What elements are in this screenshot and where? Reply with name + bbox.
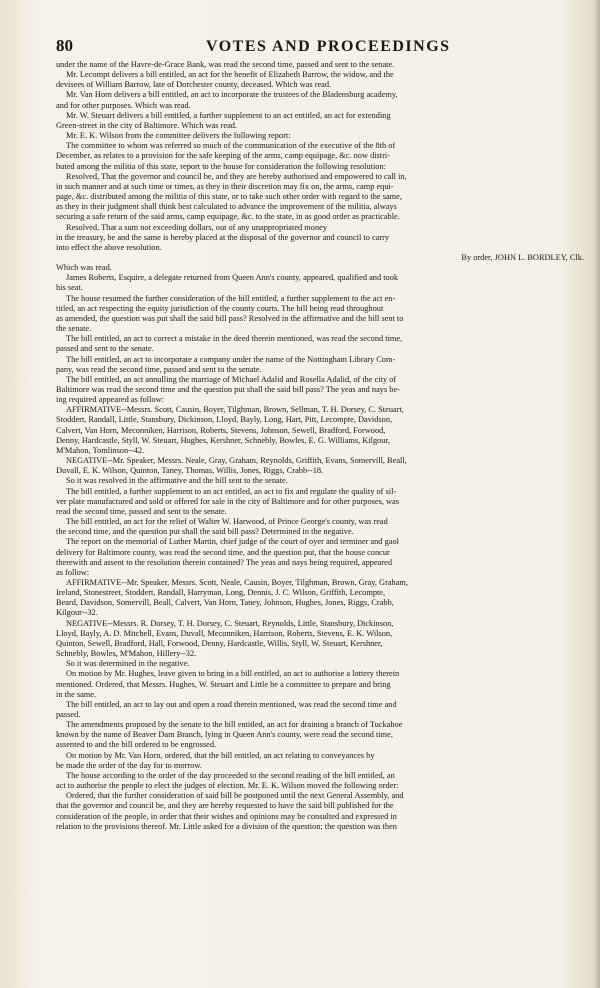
page-edge-shadow bbox=[594, 0, 600, 988]
text-line: Which was read. bbox=[56, 263, 112, 273]
text-line: NEGATIVE--Mr. Speaker, Messrs. Neale, Gray, Graham, Reynolds, Griffith, Evans, Somervill, Beall, bbox=[66, 456, 407, 466]
text-line: Mr. Lecompt delivers a bill entitled, an act for the benefit of Elizabeth Barrow, the widow, and the bbox=[66, 70, 394, 80]
text-line: his seat. bbox=[56, 283, 83, 293]
text-line: Schnebly, Bowles, M'Mahon, Hillery--32. bbox=[56, 649, 197, 659]
text-line: AFFIRMATIVE--Mr. Speaker, Messrs. Scott, Neale, Causin, Boyer, Tilghman, Brown, Gray, Graham, bbox=[66, 577, 409, 587]
text-line: So it was determined in the negative. bbox=[66, 659, 190, 669]
text-line: ing required appeared as follow: bbox=[56, 395, 164, 405]
text-line: The bill entitled, a further supplement to an act entitled, an act to fix and regulate the quality of sil- bbox=[66, 486, 397, 496]
text-line: Denny, Hardcastle, Styll, W. Steuart, Hughes, Kershner, Schnebly, Bowles, E. G. Williams, Kilgour, bbox=[56, 435, 391, 445]
text-line: as follow: bbox=[56, 567, 90, 577]
text-line: read the second time, passed and sent to the senate. bbox=[56, 506, 227, 516]
text-line: Baltimore was read the second time and the question put shall the said bill pass? The yeas and nays be- bbox=[56, 385, 400, 394]
text-line: On motion by Mr. Hughes, leave given to bring in a bill entitled, an act to authorise a lottery therein bbox=[66, 669, 400, 679]
text-line: Mr. W. Steuart delivers a bill entitled, a further supplement to an act entitled, an act for extending bbox=[66, 110, 391, 120]
text-line: the senate. bbox=[56, 324, 92, 334]
text-line: mentioned. Ordered, that Messrs. Hughes, W. Steuart and Little be a committee to prepare and bring bbox=[56, 679, 391, 689]
text-line: under the name of the Havre-de-Grace Bank, was read the second time, passed and sent to the senate. bbox=[56, 60, 395, 69]
text-line: By order, JOHN L. BORDLEY, Clk. bbox=[461, 252, 584, 262]
text-line: The bill entitled, an act for the relief of Walter W. Harwood, of Prince George's county, was read bbox=[66, 517, 388, 527]
text-line: The bill entitled, an act to incorporate a company under the name of the Nottingham Library Com- bbox=[66, 354, 396, 364]
text-line: passed and sent to the senate. bbox=[56, 344, 154, 354]
text-line: The amendments proposed by the senate to the bill entitled, an act for draining a branch of Tuckahoe bbox=[66, 720, 403, 730]
text-line: Ireland, Stonestreet, Stoddert, Randall, Harryman, Long, Dennis, J. C. Wilson, Griffith, Lecompte, bbox=[56, 588, 386, 598]
text-line: AFFIRMATIVE--Messrs. Scott, Causin, Boyer, Tilghman, Brown, Sellman, T. H. Dorsey, C. Steuart, bbox=[66, 405, 404, 415]
text-line: Resolved, That the governor and council be, and they are hereby authorised and empowered to call in, bbox=[66, 171, 407, 181]
text-line: The bill entitled, an act to correct a mistake in the deed therein mentioned, was read the second time, bbox=[66, 334, 403, 344]
text-line: delivery for Baltimore county, was read the second time, and the question put, that the house concur bbox=[56, 547, 390, 557]
text-line: consideration of the people, in order that their wishes and opinions may be consulted and expressed in bbox=[56, 811, 397, 821]
text-line: the second time, and the question put shall the said bill pass? Determined in the negative. bbox=[56, 527, 354, 537]
text-line: in such manner and at such time or times, as they in their discretion may fix on, the arms, camp equi- bbox=[56, 181, 394, 191]
text-line: The house resumed the further consideration of the bill entitled, a further supplement to the act en- bbox=[66, 293, 396, 303]
text-line: Duvall, E. K. Wilson, Quinton, Taney, Thomas, Willis, Jones, Riggs, Crabb--18. bbox=[56, 466, 324, 476]
text-line: Lloyd, Bayly, A. D. Mitchell, Evans, Duvall, Meconniken, Harrison, Roberts, Stevens, E. K. Wilson, bbox=[56, 628, 393, 638]
text-line: On motion by Mr. Van Horn, ordered, that the bill entitled, an act relating to conveyances by bbox=[66, 750, 375, 760]
text-line: therewith and assent to the resolution therein contained? The yeas and nays being required, appeared bbox=[56, 557, 393, 567]
text-line: James Roberts, Esquire, a delegate returned from Queen Ann's county, appeared, qualified and took bbox=[66, 273, 399, 283]
running-title: VOTES AND PROCEEDINGS bbox=[206, 38, 451, 55]
text-line: act to authorise the people to elect the judges of election. Mr. E. K. Wilson moved the following order: bbox=[56, 781, 399, 791]
text-line: The report on the memorial of Luther Martin, chief judge of the court of oyer and terminer and gaol bbox=[66, 537, 399, 547]
text-line: assented to and the bill ordered to be engrossed. bbox=[56, 740, 217, 750]
text-line: as amended, the question was put shall the said bill pass? Resolved in the affirmative and the bill sent to bbox=[56, 313, 404, 323]
text-line: Ordered, that the further consideration of said bill be postponed until the next General Assembly, and bbox=[66, 791, 404, 801]
text-line: Mr. Van Horn delivers a bill entitled, an act to incorporate the trustees of the Bladensburg academy, bbox=[66, 90, 398, 100]
text-line: Green-street in the city of Baltimore. Which was read. bbox=[56, 120, 238, 130]
text-line: in the same. bbox=[56, 689, 97, 699]
text-line: in the treasury, be and the same is hereby placed at the disposal of the governor and council to carry bbox=[56, 232, 390, 242]
text-line: passed. bbox=[56, 710, 81, 719]
text-line: Resolved, That a sum not exceeding dollars, out of any unappropriated money bbox=[66, 222, 327, 232]
text-line: pany, was read the second time, passed and sent to the senate. bbox=[56, 364, 262, 374]
text-line: Quinton, Sewell, Bradford, Hall, Forwood, Denny, Hardcastle, Willis, Styll, W. Steuart, Kershner, bbox=[56, 638, 383, 648]
page-header bbox=[56, 36, 590, 56]
text-line: relation to the provisions thereof. Mr. Little asked for a division of the question; the question was then bbox=[56, 821, 397, 831]
text-line: titled, an act respecting the equity jurisdiction of the county courts. The bill being read throughout bbox=[56, 303, 384, 313]
text-line: The bill entitled, an act to lay out and open a road therein mentioned, was read the second time and bbox=[66, 699, 397, 709]
text-line: devisees of William Barrow, late of Dorchester county, deceased. Which was read. bbox=[56, 80, 332, 90]
text-line: So it was resolved in the affirmative and the bill sent to the senate. bbox=[66, 476, 288, 486]
text-line: page, &c. distributed among the militia of this state, or to take such other order with regard to the same, bbox=[56, 192, 402, 202]
text-line: that the governor and council be, and they are hereby requested to have the said bill published for the bbox=[56, 801, 394, 811]
text-line: ver plate manufactured and sold or offered for sale in the city of Baltimore and for other purposes, was bbox=[56, 496, 399, 506]
text-line: into effect the above resolution. bbox=[56, 242, 162, 252]
text-line: securing a safe return of the said arms, camp equipage, &c. to the state, in as good order as practicable. bbox=[56, 212, 400, 222]
body-text bbox=[56, 60, 590, 832]
text-line: The house according to the order of the day proceeded to the second reading of the bill entitled, an bbox=[66, 770, 395, 780]
page-number: 80 bbox=[56, 36, 73, 55]
text-line: Calvert, Van Horn, Meconniken, Harrison, Roberts, Stevens, Johnson, Sewell, Bradford, Forwood, bbox=[56, 425, 386, 435]
text-line: The committee to whom was referred so much of the communication of the executive of the 8th of bbox=[66, 141, 396, 151]
text-line: buted among the militia of this state, report to the house for consideration the following resolution: bbox=[56, 161, 386, 171]
text-line: and for other purposes. Which was read. bbox=[56, 100, 191, 110]
text-line: NEGATIVE--Messrs. R. Dorsey, T. H. Dorsey, C. Steuart, Reynolds, Little, Stansbury, Dickinson, bbox=[66, 618, 394, 628]
text-line: The bill entitled, an act annulling the marriage of Michael Adalid and Rosella Adalid, of the city of bbox=[66, 374, 397, 384]
text-line: M'Mahon, Tomlinson--42. bbox=[56, 445, 145, 455]
text-line: as they in their judgment shall think best calculated to advance the improvement of the militia, always bbox=[56, 202, 397, 212]
text-line: Mr. E. K. Wilson from the committee delivers the following report: bbox=[66, 131, 291, 141]
text-line: December, as relates to a provision for the safe keeping of the arms, camp equipage, &c. now distri- bbox=[56, 151, 390, 161]
text-line: Beard, Davidson, Somervill, Beall, Calvert, Van Horn, Taney, Johnson, Hughes, Jones, Riggs, Crabb, bbox=[56, 598, 394, 608]
text-line: Kilgour--32. bbox=[56, 608, 98, 618]
text-line: be made the order of the day for to morrow. bbox=[56, 760, 202, 770]
text-line: known by the name of Beaver Dam Branch, lying in Queen Ann's county, were read the second time, bbox=[56, 730, 393, 740]
text-line: Stoddert, Randall, Little, Stansbury, Dickinson, Lloyd, Bayly, Long, Hart, Pitt, Lecompte, Davidson, bbox=[56, 415, 393, 425]
